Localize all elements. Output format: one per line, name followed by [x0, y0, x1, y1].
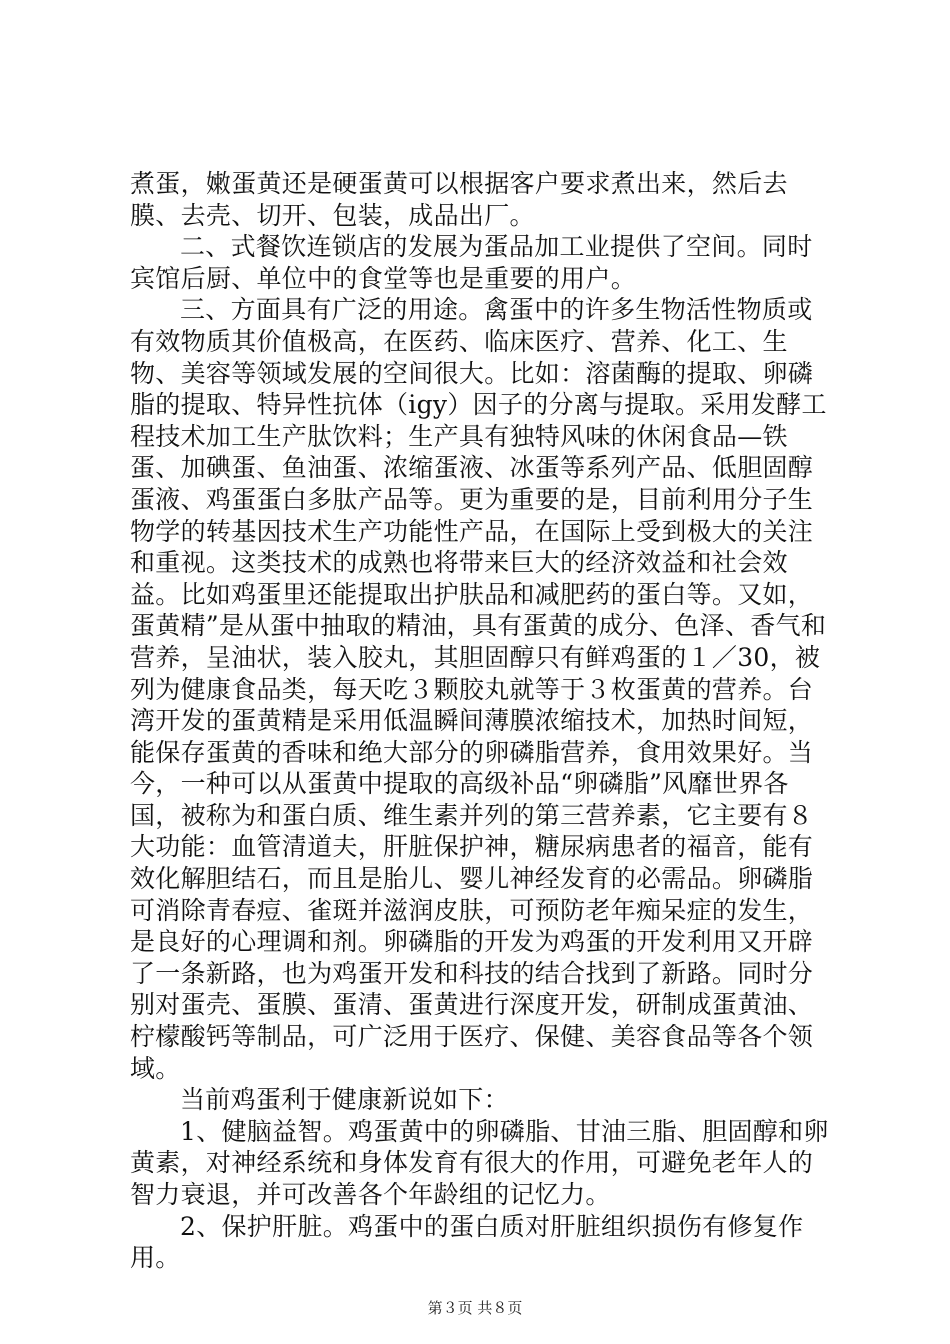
- paragraph-health-intro: 当前鸡蛋利于健康新说如下：: [180, 1085, 509, 1115]
- paragraph-section-two: 二、式餐饮连锁店的发展为蛋品加工业提供了空间。同时宾馆后厨、单位中的食堂等也是重要的用户。: [130, 232, 813, 293]
- paragraph-section-three: 三、方面具有广泛的用途。禽蛋中的许多生物活性物质或有效物质其价值极高，在医药、临床医疗、营养、化工、生物、美容等领域发展的空间很大。比如：溶菌酶的提取、卵磷脂的提取、特异性抗体（igy）因子的分离与提取。采用发酵工程技术加工生产肽饮料；生产具有独特风味的休闲食品—铁蛋、加碘蛋、鱼油蛋、浓缩蛋液、冰蛋等系列产品、低胆固醇蛋液、鸡蛋蛋白多肽产品等。更为重要的是，目前利用分子生物学的转基因技术生产功能性产品，在国际上受到极大的关注和重视。这类技术的成熟也将带来巨大的经济效益和社会效益。比如鸡蛋里还能提取出护肤品和减肥药的蛋白等。又如，蛋黄精”是从蛋中抽取的精油，具有蛋黄的成分、色泽、香气和营养，呈油状，装入胶丸，其胆固醇只有鲜鸡蛋的１／30，被列为健康食品类，每天吃３颗胶丸就等于３枚蛋黄的营养。台湾开发的蛋黄精是采用低温瞬间薄膜浓缩技术，加热时间短，能保存蛋黄的香味和绝大部分的卵磷脂营养，食用效果好。当今，一种可以从蛋黄中提取的高级补品“卵磷脂”风靡世界各国，被称为和蛋白质、维生素并列的第三营养素，它主要有８大功能：血管清道夫，肝脏保护神，糖尿病患者的福音，能有效化解胆结石，而且是胎儿、婴儿神经发育的必需品。卵磷脂可消除青春痘、雀斑并滋润皮肤，可预防老年痴呆症的发生，是良好的心理调和剂。卵磷脂的开发为鸡蛋的开发利用又开辟了一条新路，也为鸡蛋开发和科技的结合找到了新路。同时分别对蛋壳、蛋膜、蛋清、蛋黄进行深度开发，研制成蛋黄油、柠檬酸钙等制品，可广泛用于医疗、保健、美容食品等各个领域。: [130, 295, 827, 1083]
- page-footer: 第３页 共８页: [427, 1299, 523, 1317]
- paragraph-continued: 煮蛋，嫩蛋黄还是硬蛋黄可以根据客户要求煮出来，然后去膜、去壳、切开、包装，成品出厂。: [130, 169, 788, 230]
- document-body: [130, 168, 830, 1274]
- paragraph-item-2: 2、保护肝脏。鸡蛋中的蛋白质对肝脏组织损伤有修复作用。: [130, 1211, 804, 1273]
- paragraph-item-1: 1、健脑益智。鸡蛋黄中的卵磷脂、甘油三脂、胆固醇和卵黄素，对神经系统和身体发育有很大的作用，可避免老年人的智力衰退，并可改善各个年龄组的记忆力。: [130, 1116, 829, 1209]
